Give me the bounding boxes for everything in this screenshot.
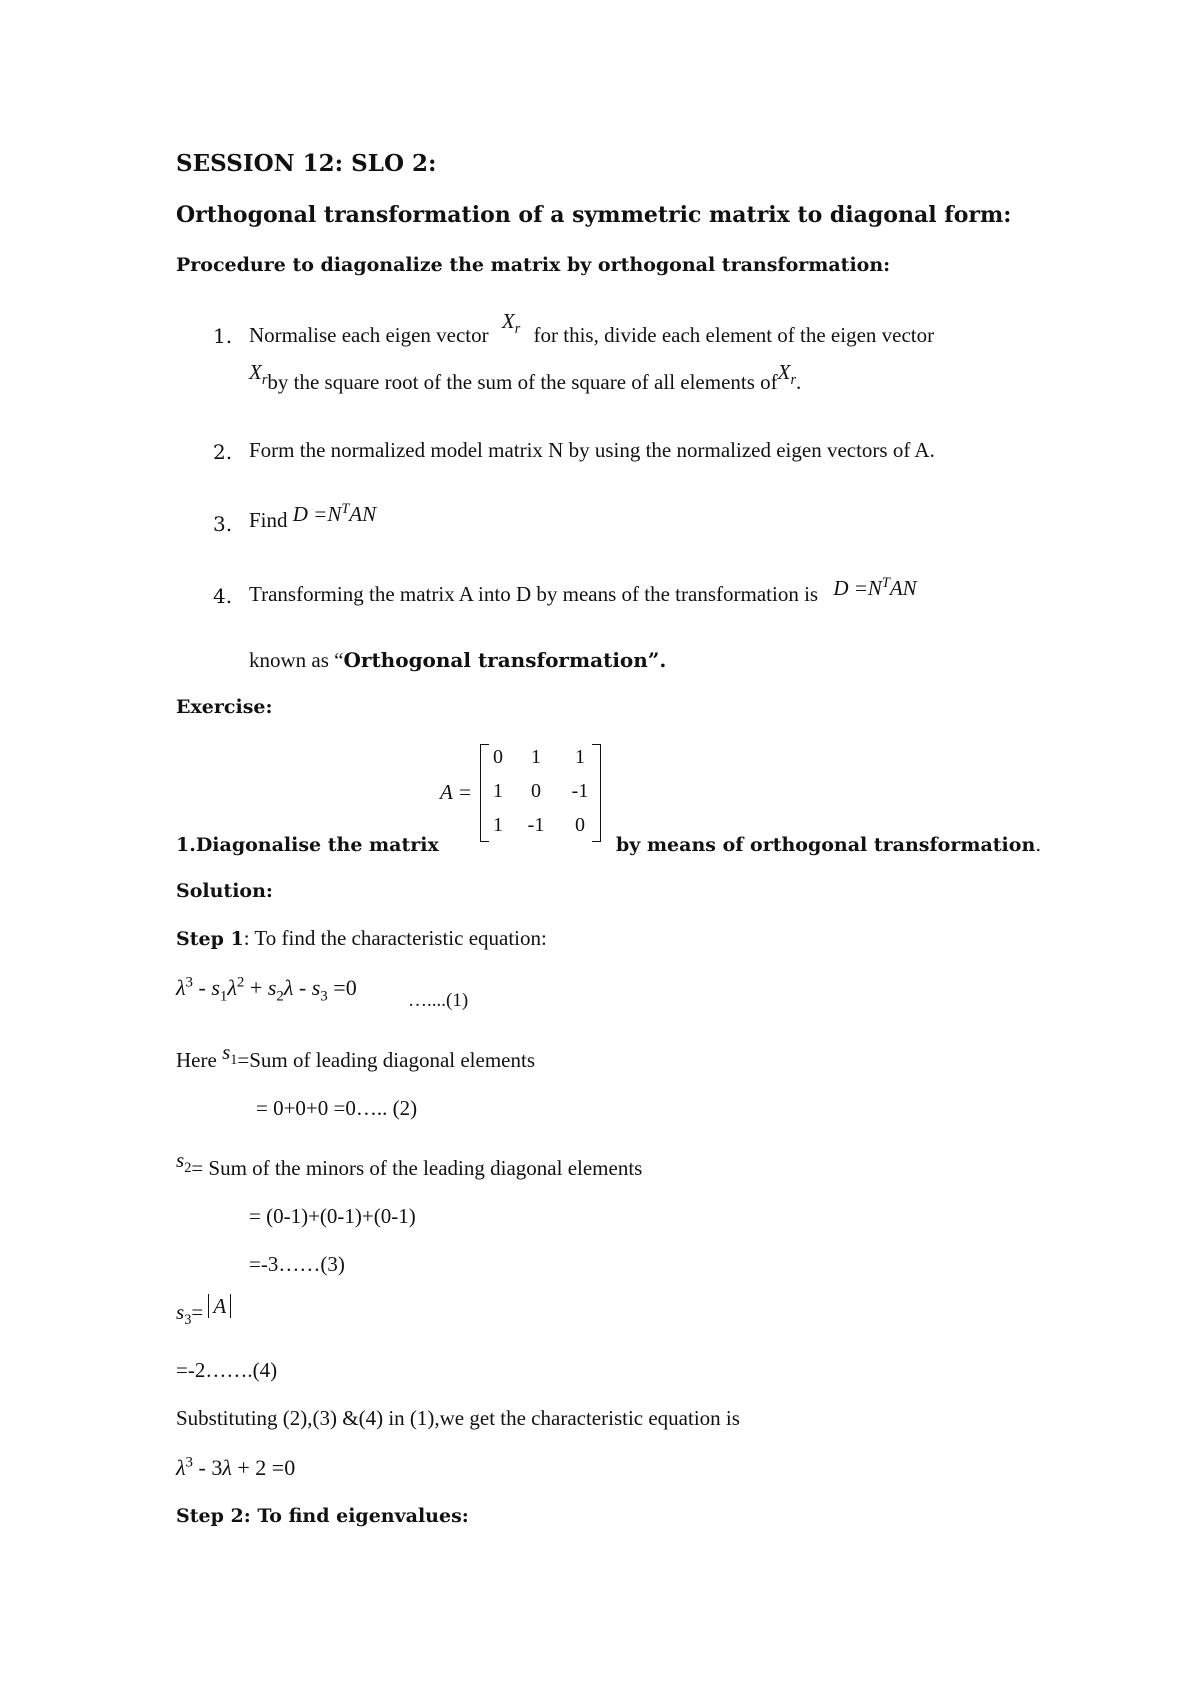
step-1-heading bbox=[176, 926, 547, 951]
exercise-1-prefix: 1.Diagonalise the matrix bbox=[176, 834, 439, 856]
eigen-vector-symbol bbox=[777, 360, 797, 389]
s2-value-1: = (0-1)+(0-1)+(0-1) bbox=[249, 1204, 416, 1228]
matrix-cell: 1 bbox=[531, 746, 541, 768]
term: - 3 bbox=[198, 1455, 223, 1480]
lambda: λ bbox=[227, 975, 237, 1000]
s1-symbol bbox=[222, 1040, 238, 1069]
exercise-1-suffix bbox=[616, 834, 1041, 856]
procedure-step-number: 1. bbox=[213, 324, 233, 348]
eigen-vector-symbol bbox=[249, 360, 268, 389]
s1-definition bbox=[176, 1040, 535, 1073]
op: + bbox=[249, 975, 263, 1000]
characteristic-equation bbox=[176, 974, 357, 1005]
matrix-name: A = bbox=[440, 780, 472, 804]
index: 3 bbox=[184, 1312, 192, 1329]
math-t: T bbox=[881, 575, 890, 591]
step-text: known as “ bbox=[249, 648, 344, 672]
math-x: X bbox=[501, 309, 515, 333]
index: 3 bbox=[320, 988, 328, 1005]
lambda: λ bbox=[283, 975, 294, 1000]
exercise-1-suffix-text: by means of orthogonal transformation bbox=[616, 834, 1036, 856]
math-an: AN bbox=[349, 502, 377, 526]
lambda: λ bbox=[176, 1455, 186, 1480]
step-1-text: : To find the characteristic equation: bbox=[243, 926, 547, 950]
s: s bbox=[267, 975, 277, 1000]
equals-zero: =0 bbox=[333, 975, 357, 1000]
step-2-heading: Step 2: To find eigenvalues: bbox=[176, 1505, 469, 1527]
procedure-step-4-line2 bbox=[249, 648, 666, 673]
lambda: λ bbox=[176, 975, 186, 1000]
solution-label: Solution: bbox=[176, 880, 273, 902]
procedure-step-1 bbox=[249, 309, 935, 348]
math-r: r bbox=[261, 372, 268, 389]
procedure-step-number: 4. bbox=[213, 584, 233, 608]
op: - bbox=[298, 975, 307, 1000]
matrix-cell: 0 bbox=[493, 746, 503, 768]
main-heading: Orthogonal transformation of a symmetric matrix to diagonal form: bbox=[176, 202, 1012, 228]
session-title: SESSION 12: SLO 2: bbox=[176, 150, 437, 177]
s2-def-text: = Sum of the minors of the leading diagonal elements bbox=[191, 1156, 643, 1180]
s3-symbol bbox=[176, 1300, 192, 1329]
s2-value-2: =-3……(3) bbox=[249, 1252, 345, 1276]
matrix-cell: 0 bbox=[575, 814, 585, 836]
index: 2 bbox=[184, 1160, 192, 1177]
term: + 2 =0 bbox=[237, 1455, 296, 1480]
s: s bbox=[311, 975, 321, 1000]
power: 3 bbox=[185, 974, 194, 991]
here-label: Here bbox=[176, 1048, 217, 1072]
determinant-a: A bbox=[208, 1294, 231, 1318]
index: 1 bbox=[230, 1052, 238, 1069]
matrix-cell: 0 bbox=[531, 780, 541, 802]
math-d: D =N bbox=[292, 502, 342, 526]
matrix-cell: 1 bbox=[575, 746, 585, 768]
period: . bbox=[796, 370, 802, 394]
equation-ref-1: …....(1) bbox=[408, 990, 469, 1011]
eigen-vector-symbol bbox=[501, 309, 521, 338]
math-x: X bbox=[777, 360, 791, 384]
matrix-cell: 1 bbox=[493, 814, 503, 836]
equals: = bbox=[191, 1300, 204, 1324]
substituting-text: Substituting (2),(3) &(4) in (1),we get the characteristic equation is bbox=[176, 1406, 740, 1430]
matrix-cell: 1 bbox=[493, 780, 503, 802]
step-text: Normalise each eigen vector bbox=[249, 323, 489, 347]
math-r: r bbox=[790, 372, 797, 389]
period: . bbox=[1035, 834, 1042, 856]
s: s bbox=[176, 1148, 185, 1172]
s1-value: = 0+0+0 =0….. (2) bbox=[256, 1096, 418, 1120]
power: 2 bbox=[236, 974, 245, 991]
matrix-cell: -1 bbox=[571, 780, 589, 802]
procedure-step-number: 3. bbox=[213, 512, 233, 536]
math-r: r bbox=[514, 321, 521, 338]
math-x: X bbox=[249, 360, 262, 384]
math-d: D =N bbox=[833, 576, 882, 600]
step-1-bold: Step 1 bbox=[176, 928, 244, 950]
exercise-label: Exercise: bbox=[176, 696, 273, 718]
op: - bbox=[198, 975, 206, 1000]
procedure-step-1-line2 bbox=[249, 360, 802, 395]
s3-value: =-2…….(4) bbox=[176, 1358, 278, 1382]
s3-definition bbox=[176, 1294, 231, 1329]
procedure-step-number: 2. bbox=[213, 440, 233, 464]
procedure-heading: Procedure to diagonalize the matrix by orthogonal transformation: bbox=[176, 254, 891, 276]
quote-end: ”. bbox=[647, 648, 667, 672]
math-an: AN bbox=[889, 576, 917, 600]
orthogonal-transformation-term: Orthogonal transformation bbox=[343, 648, 648, 672]
step-text: by the square root of the sum of the square of all elements of bbox=[267, 370, 778, 394]
power: 3 bbox=[185, 1454, 194, 1471]
lambda: λ bbox=[222, 1455, 232, 1480]
procedure-step-3 bbox=[249, 501, 377, 533]
s: s bbox=[176, 1300, 185, 1324]
math-t: T bbox=[341, 501, 350, 517]
procedure-step-4 bbox=[249, 575, 917, 607]
step-text: Transforming the matrix A into D by means of the transformation is bbox=[249, 582, 819, 606]
s: s bbox=[211, 975, 220, 1000]
s1-def-text: =Sum of leading diagonal elements bbox=[237, 1048, 535, 1072]
s2-symbol bbox=[176, 1148, 192, 1177]
step-text: Find bbox=[249, 508, 288, 532]
transform-equation bbox=[293, 502, 376, 526]
index: 2 bbox=[276, 988, 284, 1005]
s: s bbox=[222, 1040, 231, 1064]
s2-definition bbox=[176, 1148, 643, 1181]
index: 1 bbox=[219, 988, 228, 1005]
final-characteristic-equation bbox=[176, 1455, 295, 1481]
matrix-cell: -1 bbox=[527, 814, 545, 836]
transform-equation bbox=[833, 576, 916, 600]
procedure-step-2: Form the normalized model matrix N by using the normalized eigen vectors of A. bbox=[249, 438, 935, 462]
step-text: for this, divide each element of the eigen vector bbox=[533, 323, 935, 347]
